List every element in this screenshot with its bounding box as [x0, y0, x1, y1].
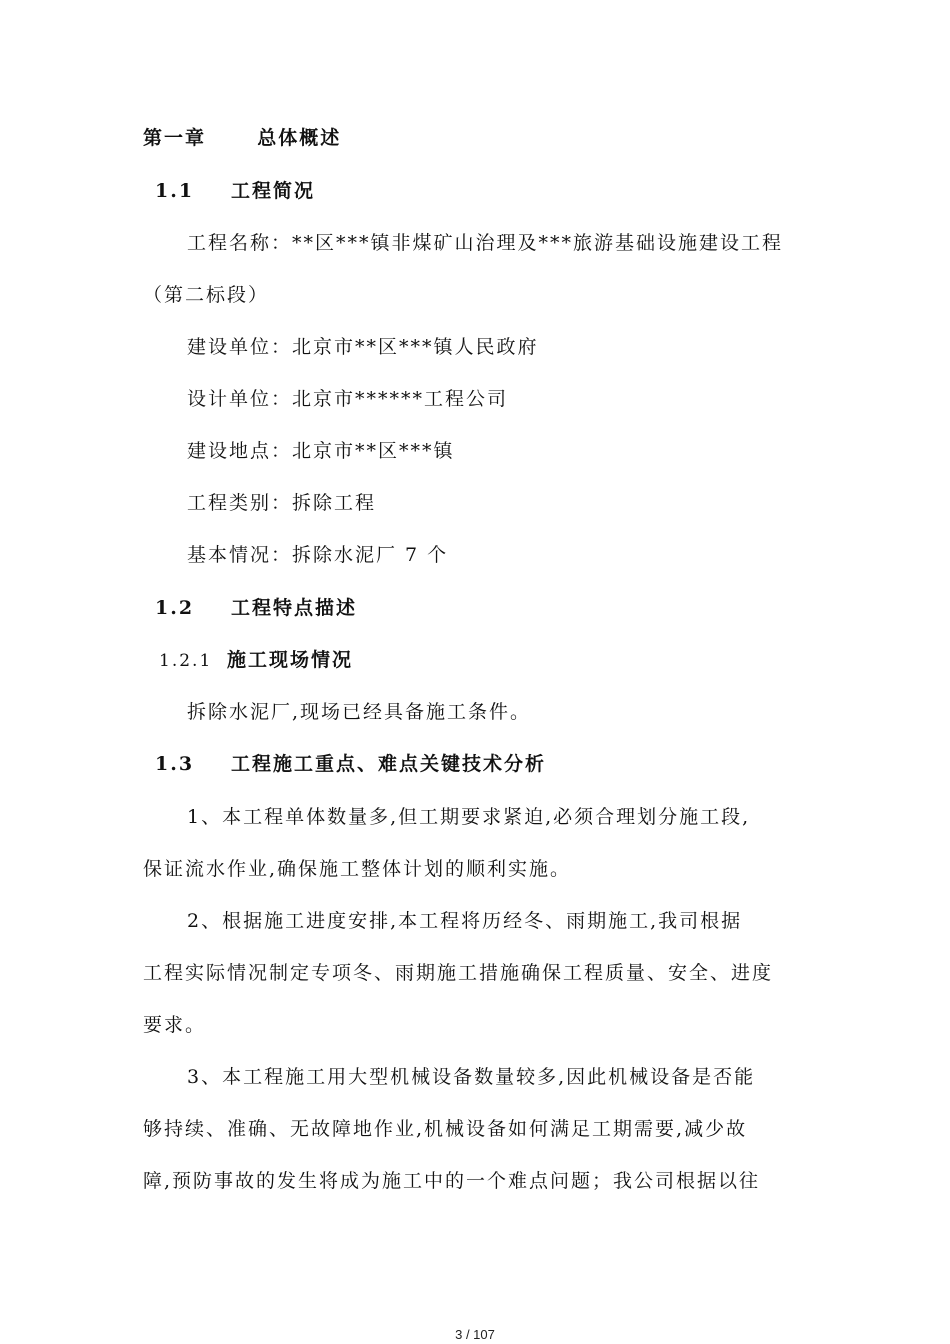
section-heading-1-1: [155, 178, 315, 204]
point-1-line2: 保证流水作业,确保施工整体计划的顺利实施。: [143, 858, 572, 880]
point-1-line1: 1、本工程单体数量多,但工期要求紧迫,必须合理划分施工段,: [187, 806, 751, 828]
section-number: 1.3: [155, 753, 195, 775]
chapter-number: 第一章: [143, 127, 207, 149]
subsection-heading-1-2-1: [159, 647, 353, 674]
point-3-line3: 障,预防事故的发生将成为施工中的一个难点问题；我公司根据以往: [143, 1170, 761, 1192]
section-heading-1-2: [155, 595, 357, 621]
point-2-line1: 2、根据施工进度安排,本工程将历经冬、雨期施工,我司根据: [187, 910, 743, 932]
site-condition-text: 拆除水泥厂,现场已经具备施工条件。: [187, 701, 532, 723]
point-3-line2: 够持续、准确、无故障地作业,机械设备如何满足工期需要,减少故: [143, 1118, 748, 1140]
project-name-line1: 工程名称：**区***镇非煤矿山治理及***旅游基础设施建设工程: [187, 232, 784, 254]
project-name-line2: （第二标段）: [143, 284, 270, 306]
chapter-title: 总体概述: [257, 127, 342, 149]
point-3-line1: 3、本工程施工用大型机械设备数量较多,因此机械设备是否能: [187, 1066, 756, 1088]
point-2-line3: 要求。: [143, 1014, 207, 1036]
point-2-line2: 工程实际情况制定专项冬、雨期施工措施确保工程质量、安全、进度: [143, 962, 774, 984]
chapter-heading: [143, 125, 341, 151]
section-heading-1-3: [155, 751, 546, 777]
subsection-number: 1.2.1: [159, 651, 213, 671]
section-number: 1.1: [155, 180, 195, 202]
owner-line: 建设单位：北京市**区***镇人民政府: [187, 336, 539, 358]
page-number: 3 / 107: [455, 1327, 495, 1342]
section-title: 工程施工重点、难点关键技术分析: [231, 753, 547, 775]
category-line: 工程类别：拆除工程: [187, 492, 377, 514]
section-title: 工程简况: [231, 180, 316, 202]
subsection-title: 施工现场情况: [227, 649, 354, 671]
designer-line: 设计单位：北京市******工程公司: [187, 388, 509, 410]
section-number: 1.2: [155, 597, 195, 619]
location-line: 建设地点：北京市**区***镇: [187, 440, 455, 462]
basic-info-line: 基本情况：拆除水泥厂 7 个: [187, 544, 449, 566]
section-title: 工程特点描述: [231, 597, 358, 619]
